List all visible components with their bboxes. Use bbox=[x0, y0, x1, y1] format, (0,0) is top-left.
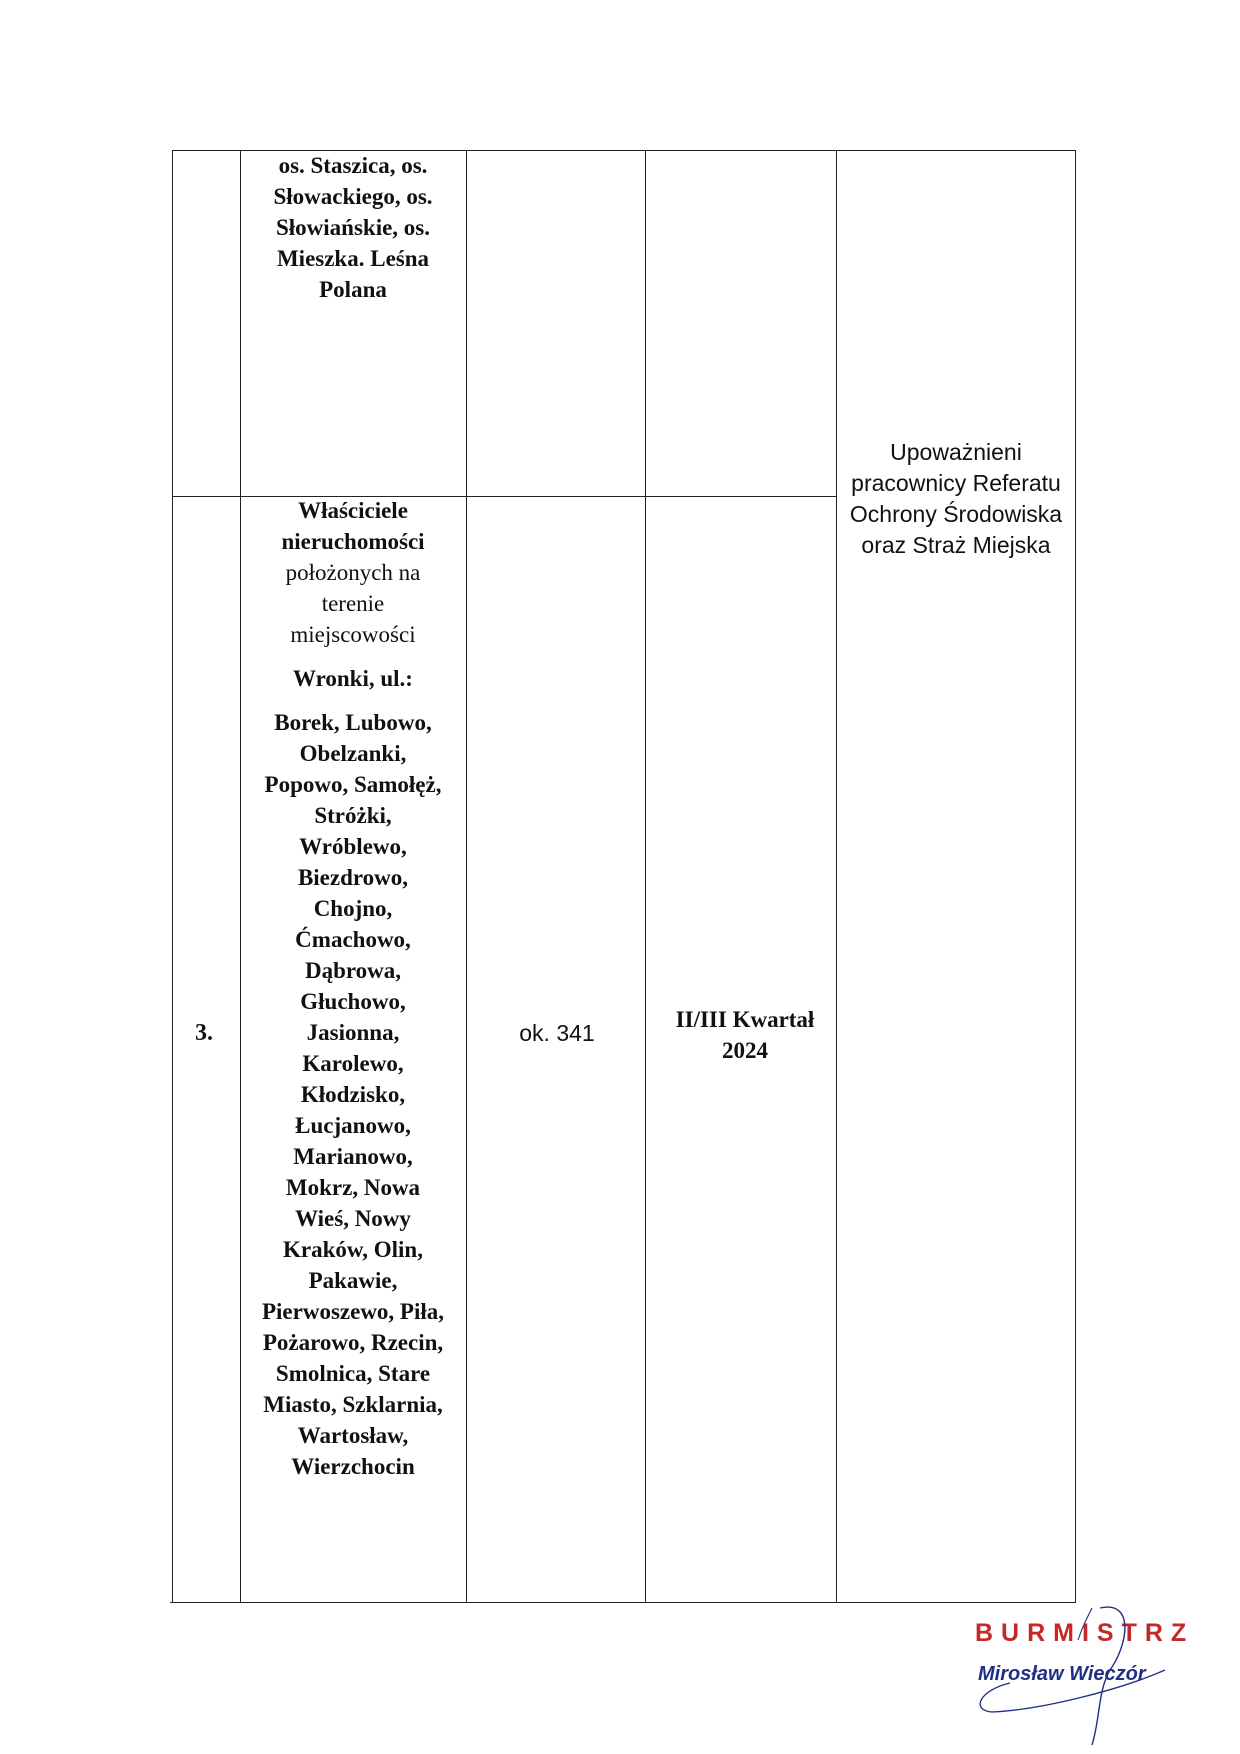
authorized-line: pracownicy Referatu bbox=[851, 470, 1061, 496]
area-line: os. Staszica, os. bbox=[278, 153, 428, 178]
stamp-title: BURMISTRZ bbox=[975, 1619, 1195, 1647]
street-line: Wierzchocin bbox=[291, 1454, 415, 1479]
inspection-term bbox=[650, 1004, 840, 1066]
table-border-right bbox=[1075, 150, 1076, 1602]
street-line: Jasionna, bbox=[306, 1020, 400, 1045]
authorized-persons bbox=[840, 437, 1072, 561]
authorized-line: Upoważnieni bbox=[890, 439, 1022, 465]
street-line: Pakawie, bbox=[308, 1268, 398, 1293]
table-divider-col2 bbox=[466, 150, 467, 1602]
area-list-top-row bbox=[243, 150, 463, 305]
street-line: Chojno, bbox=[313, 896, 393, 921]
signature-line bbox=[1092, 1607, 1125, 1745]
street-line: Dąbrowa, bbox=[304, 958, 402, 983]
owners-line: położonych na bbox=[285, 560, 421, 585]
street-line: Kłodzisko, bbox=[300, 1082, 406, 1107]
street-line: Biezdrowo, bbox=[297, 865, 409, 890]
street-line: Głuchowo, bbox=[300, 989, 406, 1014]
stamp-name: Mirosław Wieczór bbox=[978, 1663, 1146, 1685]
street-line: Wróblewo, bbox=[299, 834, 407, 859]
town-label: Wronki, ul.: bbox=[293, 666, 413, 691]
street-line: Wieś, Nowy bbox=[295, 1206, 411, 1231]
owners-line: nieruchomości bbox=[281, 529, 425, 554]
term-line: 2024 bbox=[722, 1038, 768, 1063]
area-line: Polana bbox=[319, 277, 387, 302]
street-line: Popowo, Samołęż, bbox=[264, 772, 442, 797]
authorized-line: oraz Straż Miejska bbox=[861, 532, 1051, 558]
signature-swoosh bbox=[980, 1670, 1165, 1712]
street-line: Łucjanowo, bbox=[295, 1113, 411, 1138]
street-line: Borek, Lubowo, bbox=[274, 710, 432, 735]
street-line: Obelzanki, bbox=[299, 741, 407, 766]
area-line: Mieszka. Leśna bbox=[276, 246, 430, 271]
area-list-main-row bbox=[240, 495, 466, 1482]
owners-line: Właściciele bbox=[298, 498, 408, 523]
table-border-left bbox=[172, 150, 173, 1602]
table-border-bottom bbox=[170, 1602, 1076, 1603]
street-line: Smolnica, Stare bbox=[275, 1361, 431, 1386]
area-line: Słowackiego, os. bbox=[273, 184, 433, 209]
street-line: Ćmachowo, bbox=[295, 927, 411, 952]
owners-line: miejscowości bbox=[290, 622, 416, 647]
street-line: Wartosław, bbox=[297, 1423, 409, 1448]
street-line: Mokrz, Nowa bbox=[285, 1175, 421, 1200]
owners-line: terenie bbox=[321, 591, 385, 616]
street-line: Stróżki, bbox=[314, 803, 392, 828]
street-line: Miasto, Szklarnia, bbox=[263, 1392, 443, 1417]
property-count: ok. 341 bbox=[519, 1020, 595, 1046]
signature-slash bbox=[1078, 1608, 1092, 1640]
term-line: II/III Kwartał bbox=[675, 1007, 815, 1032]
street-line: Kraków, Olin, bbox=[283, 1237, 423, 1262]
street-line: Marianowo, bbox=[293, 1144, 413, 1169]
signature-stroke bbox=[950, 1600, 1190, 1750]
street-line: Pożarowo, Rzecin, bbox=[262, 1330, 444, 1355]
street-line: Karolewo, bbox=[302, 1051, 404, 1076]
table-divider-col4 bbox=[836, 150, 837, 1602]
street-line: Pierwoszewo, Piła, bbox=[261, 1299, 445, 1324]
authorized-line: Ochrony Środowiska bbox=[849, 501, 1063, 527]
row-number: 3. bbox=[195, 1020, 213, 1046]
area-line: Słowiańskie, os. bbox=[275, 215, 430, 240]
table-divider-col3 bbox=[645, 150, 646, 1602]
